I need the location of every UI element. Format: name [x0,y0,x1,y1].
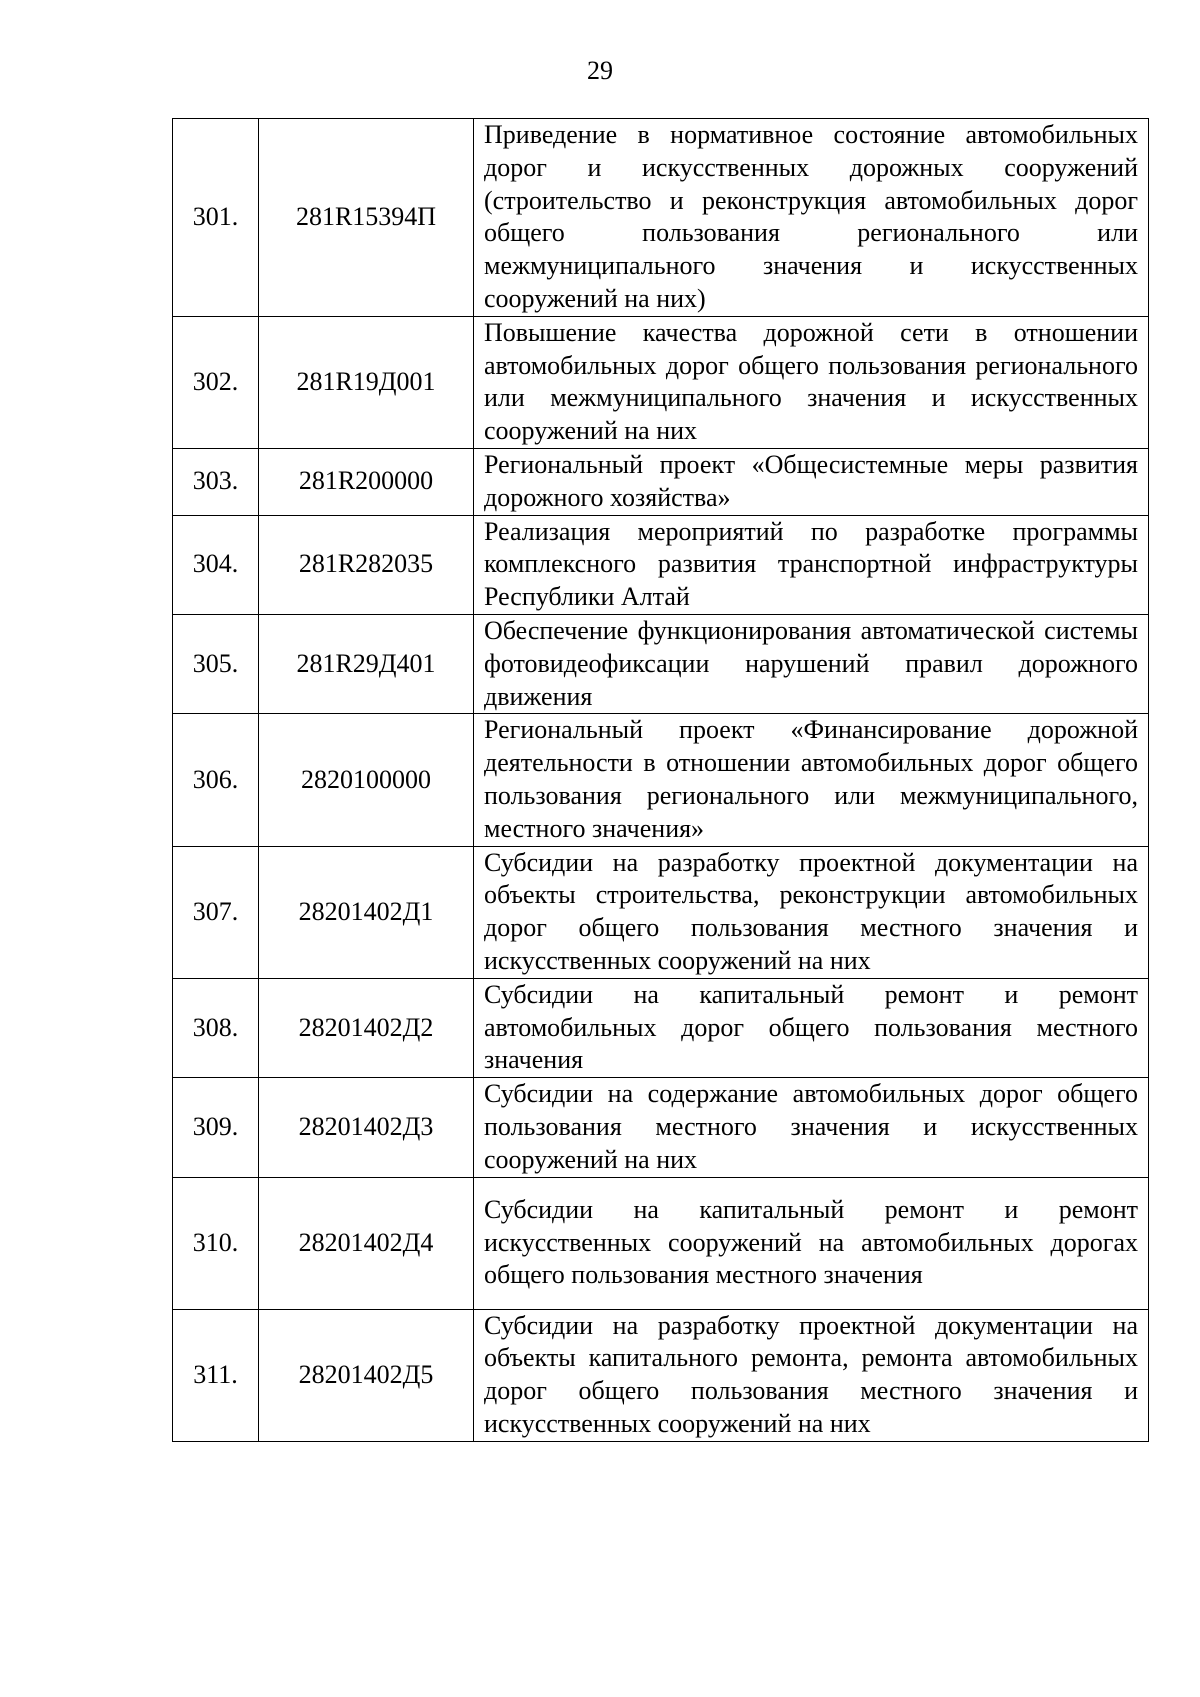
table-row [173,515,1149,614]
row-code: 281R200000 [259,448,474,515]
row-number: 303. [173,448,259,515]
row-description: Субсидии на разработку проектной документации на объекты строительства, реконструкции автомобильных дорог общего пользования местного значения и искусственных сооружений на них [474,846,1149,978]
row-number: 306. [173,714,259,846]
table-row [173,1078,1149,1177]
table-row [173,714,1149,846]
table-row [173,978,1149,1077]
table-row [173,119,1149,317]
row-code: 281R282035 [259,515,474,614]
row-description: Приведение в нормативное состояние автомобильных дорог и искусственных дорожных сооружений (строительство и реконструкция автомобильных дорог общего пользования регионального или межмуниципального значения и искусственных сооружений на них) [474,119,1149,317]
row-description: Обеспечение функционирования автоматической системы фотовидеофиксации нарушений правил дорожного движения [474,614,1149,713]
row-description: Субсидии на капитальный ремонт и ремонт искусственных сооружений на автомобильных дорогах общего пользования местного значения [474,1177,1149,1309]
budget-codes-table [172,118,1149,1442]
page-number: 29 [587,56,613,85]
row-description: Повышение качества дорожной сети в отношении автомобильных дорог общего пользования регионального или межмуниципального значения и искусственных сооружений на них [474,316,1149,448]
row-code: 2820100000 [259,714,474,846]
table-row [173,846,1149,978]
row-number: 301. [173,119,259,317]
row-code: 281R19Д001 [259,316,474,448]
row-description: Субсидии на разработку проектной документации на объекты капитального ремонта, ремонта автомобильных дорог общего пользования местного значения и искусственных сооружений на них [474,1309,1149,1441]
row-number: 304. [173,515,259,614]
row-code: 281R29Д401 [259,614,474,713]
row-code: 281R15394П [259,119,474,317]
row-description: Региональный проект «Общесистемные меры развития дорожного хозяйства» [474,448,1149,515]
row-number: 309. [173,1078,259,1177]
table-row [173,1309,1149,1441]
row-number: 308. [173,978,259,1077]
row-description: Региональный проект «Финансирование дорожной деятельности в отношении автомобильных дорог общего пользования регионального или межмуниципального, местного значения» [474,714,1149,846]
row-code: 28201402Д3 [259,1078,474,1177]
table-row [173,448,1149,515]
row-number: 307. [173,846,259,978]
row-code: 28201402Д4 [259,1177,474,1309]
row-description: Реализация мероприятий по разработке программы комплексного развития транспортной инфраструктуры Республики Алтай [474,515,1149,614]
table-row [173,316,1149,448]
table-row [173,614,1149,713]
row-description: Субсидии на капитальный ремонт и ремонт автомобильных дорог общего пользования местного значения [474,978,1149,1077]
row-description: Субсидии на содержание автомобильных дорог общего пользования местного значения и искусственных сооружений на них [474,1078,1149,1177]
row-code: 28201402Д2 [259,978,474,1077]
table-row [173,1177,1149,1309]
row-code: 28201402Д1 [259,846,474,978]
row-number: 310. [173,1177,259,1309]
row-number: 305. [173,614,259,713]
row-number: 302. [173,316,259,448]
row-number: 311. [173,1309,259,1441]
row-code: 28201402Д5 [259,1309,474,1441]
